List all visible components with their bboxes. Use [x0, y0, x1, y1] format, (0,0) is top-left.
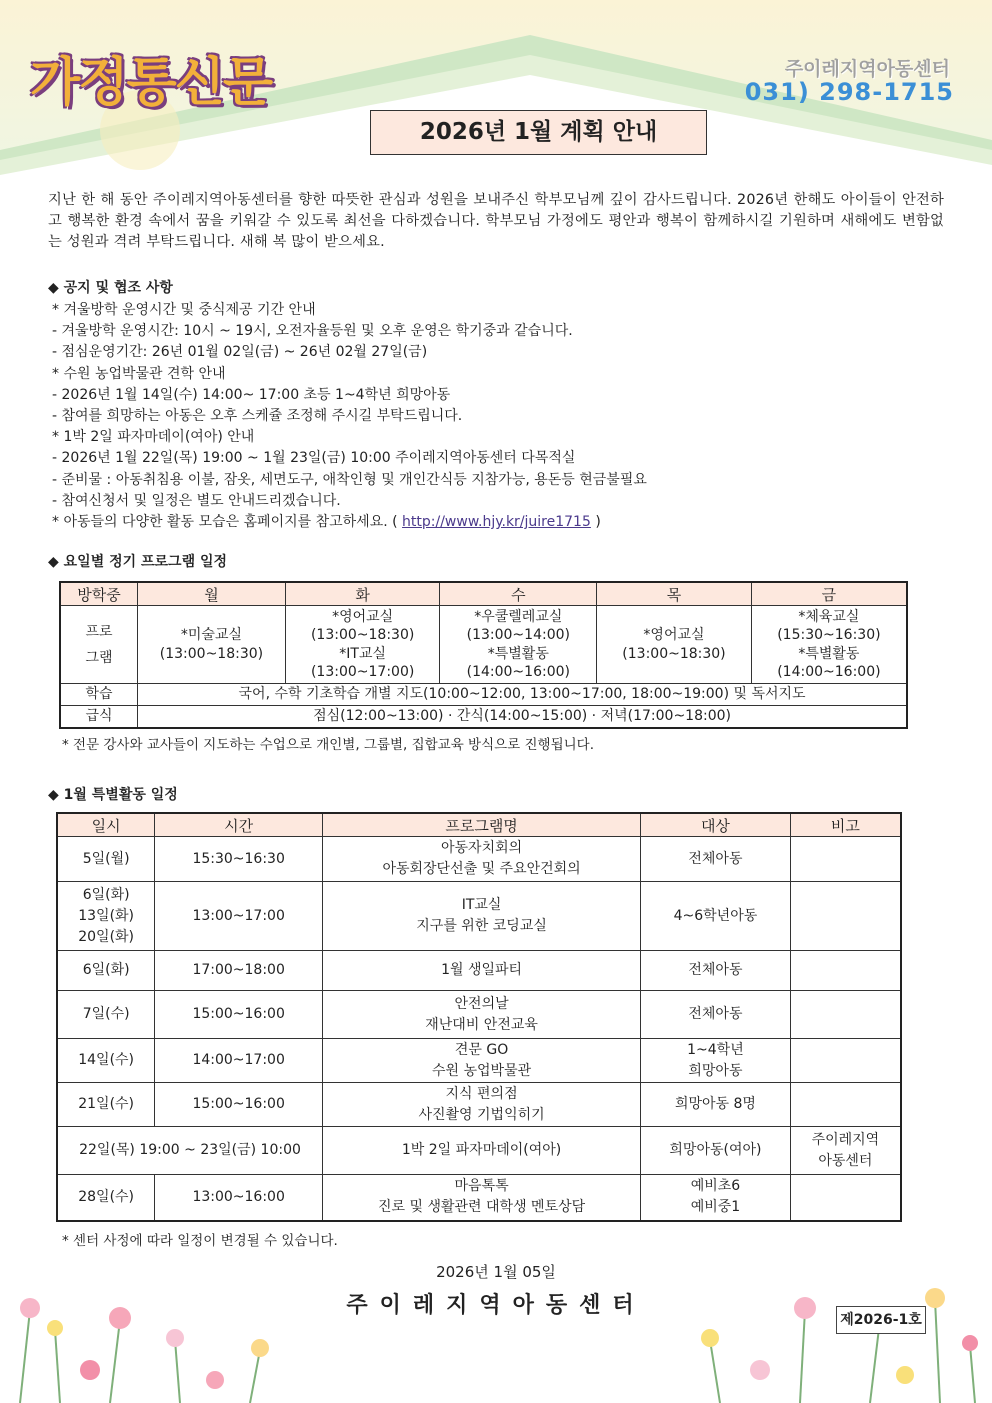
homepage-suffix: ) — [590, 514, 601, 531]
notice-line: * 1박 2일 파자마데이(여아) 안내 — [52, 429, 255, 446]
cell-note — [790, 837, 901, 882]
cell-program: 안전의날 재난대비 안전교육 — [323, 991, 641, 1039]
study-text: 국어, 수학 기초학습 개별 지도(10:00~12:00, 13:00~17:00, 18:00~19:00) 및 독서지도 — [138, 684, 907, 706]
cell-note — [790, 882, 901, 951]
cell-target: 예비초6 예비중1 — [641, 1175, 791, 1221]
cell-date: 28일(수) — [57, 1175, 155, 1221]
row-label-study: 학습 — [60, 684, 138, 706]
cell-program: 지식 편의점 사진촬영 기법익히기 — [323, 1083, 641, 1127]
table-header: 대상 — [641, 813, 791, 837]
cell-date: 14일(수) — [57, 1039, 155, 1083]
cell-thursday: *영어교실 (13:00~18:30) — [597, 606, 752, 684]
center-phone: 031) 298-1715 — [744, 78, 954, 106]
notice-line: - 점심운영기간: 26년 01월 02일(금) ~ 26년 02월 27일(금) — [52, 344, 428, 361]
meal-text: 점심(12:00~13:00) · 간식(14:00~15:00) · 저녁(17:00~18:00) — [138, 706, 907, 728]
notice-line: - 참여신청서 및 일정은 별도 안내드리겠습니다. — [52, 492, 341, 509]
cell-program: 1박 2일 파자마데이(여아) — [323, 1127, 641, 1175]
table-header: 화 — [285, 582, 440, 606]
cell-tuesday: *영어교실 (13:00~18:30) *IT교실 (13:00~17:00) — [285, 606, 440, 684]
homepage-prefix: * 아동들의 다양한 활동 모습은 홈페이지를 참고하세요. ( — [52, 514, 403, 531]
table-header: 비고 — [790, 813, 901, 837]
cell-note — [790, 1175, 901, 1221]
table-header: 방학중 — [60, 582, 138, 606]
cell-date: 5일(월) — [57, 837, 155, 882]
table-row — [57, 837, 901, 882]
cell-note — [790, 1039, 901, 1083]
page-title: 2026년 1월 계획 안내 — [370, 110, 707, 155]
cell-program: 아동자치회의 아동회장단선출 및 주요안건회의 — [323, 837, 641, 882]
cell-time: 15:30~16:30 — [155, 837, 323, 882]
cell-target: 전체아동 — [641, 837, 791, 882]
table-row — [57, 951, 901, 991]
cell-program: 1월 생일파티 — [323, 951, 641, 991]
cell-monday: *미술교실 (13:00~18:30) — [138, 606, 286, 684]
cell-date: 6일(화) 13일(화) 20일(화) — [57, 882, 155, 951]
notice-line: - 참여를 희망하는 아동은 오후 스케쥴 조정해 주시길 부탁드립니다. — [52, 408, 463, 425]
special-heading: ◆ 1월 특별활동 일정 — [48, 787, 178, 803]
cell-program: IT교실 지구를 위한 코딩교실 — [323, 882, 641, 951]
table-header: 프로그램명 — [323, 813, 641, 837]
cell-target: 4~6학년아동 — [641, 882, 791, 951]
cell-note — [790, 1083, 901, 1127]
cell-target: 희망아동 8명 — [641, 1083, 791, 1127]
notice-line: * 겨울방학 운영시간 및 중식제공 기간 안내 — [52, 302, 316, 318]
weekly-heading: ◆ 요일별 정기 프로그램 일정 — [48, 554, 228, 570]
notice-line: - 2026년 1월 22일(목) 19:00 ~ 1월 23일(금) 10:00 주이레지역아동센터 다목적실 — [52, 450, 576, 467]
notice-line: - 겨울방학 운영시간: 10시 ~ 19시, 오전자율등원 및 오후 운영은 학기중과 같습니다. — [52, 323, 573, 340]
notice-line-homepage — [52, 512, 952, 533]
cell-time: 15:00~16:00 — [155, 991, 323, 1039]
weekly-program-table — [59, 581, 908, 729]
table-row — [57, 1039, 901, 1083]
table-header: 시간 — [155, 813, 323, 837]
row-label-meal: 급식 — [60, 706, 138, 728]
cell-note — [790, 951, 901, 991]
cell-friday: *체육교실 (15:30~16:30) *특별활동 (14:00~16:00) — [751, 606, 907, 684]
weekly-note: * 전문 강사와 교사들이 지도하는 수업으로 개인별, 그룹별, 집합교육 방식으로 진행됩니다. — [62, 737, 595, 753]
special-activity-table — [56, 812, 902, 1222]
issue-date: 2026년 1월 05일 — [436, 1263, 556, 1281]
table-header: 일시 — [57, 813, 155, 837]
table-row — [57, 1175, 901, 1221]
cell-time: 14:00~17:00 — [155, 1039, 323, 1083]
table-header: 목 — [597, 582, 752, 606]
notice-line: - 2026년 1월 14일(수) 14:00~ 17:00 초등 1~4학년 희망아동 — [52, 386, 451, 403]
homepage-link[interactable]: http://www.hjy.kr/juire1715 — [402, 514, 591, 531]
cell-target: 희망아동(여아) — [641, 1127, 791, 1175]
cell-time: 13:00~17:00 — [155, 882, 323, 951]
notice-list — [52, 300, 952, 533]
cell-datetime: 22일(목) 19:00 ~ 23일(금) 10:00 — [57, 1127, 323, 1175]
center-signature: 주이레지역아동센터 — [346, 1293, 646, 1318]
cell-program: 마음톡톡 진로 및 생활관련 대학생 멘토상담 — [323, 1175, 641, 1221]
intro-paragraph: 지난 한 해 동안 주이레지역아동센터를 향한 따뜻한 관심과 성원을 보내주신 학부모님께 깊이 감사드립니다. 2026년 한해도 아이들이 안전하고 행복한 환경 속에서 꿈을 키워갈 수 있도록 최선을 다하겠습니다. 학부모님 가정에도 평안과 행복이 함께하시길 기원하며 새해에도 변함없는 성원과 격려 부탁드립니다. 새해 복 많이 받으세요. — [48, 192, 944, 250]
notice-heading: ◆ 공지 및 협조 사항 — [48, 280, 173, 296]
cell-target: 1~4학년 희망아동 — [641, 1039, 791, 1083]
notice-line: - 준비물 : 아동취침용 이불, 잠옷, 세면도구, 애착인형 및 개인간식등 지참가능, 용돈등 현금불필요 — [52, 471, 647, 488]
cell-date: 21일(수) — [57, 1083, 155, 1127]
cell-note — [790, 991, 901, 1039]
cell-date: 6일(화) — [57, 951, 155, 991]
table-row — [57, 882, 901, 951]
newsletter-logo: 가정통신문 — [30, 53, 272, 113]
cell-note: 주이레지역 아동센터 — [790, 1127, 901, 1175]
center-name: 주이레지역아동센터 — [784, 58, 950, 80]
cell-time: 15:00~16:00 — [155, 1083, 323, 1127]
cell-wednesday: *우쿨렐레교실 (13:00~14:00) *특별활동 (14:00~16:00) — [440, 606, 597, 684]
table-header: 월 — [138, 582, 286, 606]
cell-target: 전체아동 — [641, 951, 791, 991]
special-note: * 센터 사정에 따라 일정이 변경될 수 있습니다. — [62, 1233, 338, 1249]
table-row — [57, 1083, 901, 1127]
row-label-program: 프로 그램 — [60, 606, 138, 684]
cell-time: 17:00~18:00 — [155, 951, 323, 991]
issue-number: 제2026-1호 — [836, 1306, 926, 1334]
notice-line: * 수원 농업박물관 견학 안내 — [52, 365, 226, 382]
table-header: 금 — [751, 582, 907, 606]
cell-target: 전체아동 — [641, 991, 791, 1039]
table-row — [57, 1127, 901, 1175]
table-header: 수 — [440, 582, 597, 606]
table-row — [57, 991, 901, 1039]
cell-program: 견문 GO 수원 농업박물관 — [323, 1039, 641, 1083]
cell-date: 7일(수) — [57, 991, 155, 1039]
cell-time: 13:00~16:00 — [155, 1175, 323, 1221]
